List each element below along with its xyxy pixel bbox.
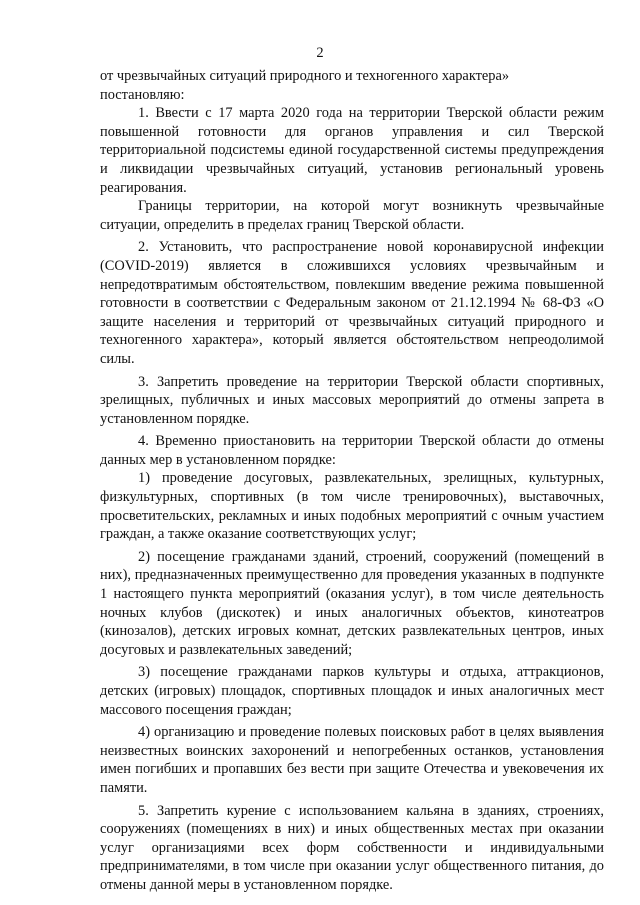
decree-word: постановляю: (100, 86, 185, 103)
paragraph-5: 5. Запретить курение с использованием кальяна в зданиях, строениях, сооружениях (помещениях в них) и иных общественных местах при оказании услуг организациями всех форм собственности и индивидуальными предпринимателями, в том числе при оказании услуг общественного питания, до отмены данной меры в установленном порядке. (100, 802, 604, 893)
paragraph-2: 2. Установить, что распространение новой коронавирусной инфекции (COVID-2019) является в сложившихся условиях чрезвычайным и непредотвратимым обстоятельством, повлекшим введение режима повышенной готовности в соответствии с Федеральным законом от 21.12.1994 № 68-ФЗ «О защите населения и территорий от чрезвычайных ситуаций природного и техногенного характера», который является обстоятельством непреодолимой силы. (100, 239, 604, 367)
intro-line: от чрезвычайных ситуаций природного и техногенного характера» (100, 68, 510, 84)
subparagraph-4-4: 4) организацию и проведение полевых поисковых работ в целях выявления неизвестных воинских захоронений и непогребенных останков, установления имен погибших и пропавших без вести при защите Отечества и увековечения их памяти. (100, 724, 604, 796)
paragraph-4: 4. Временно приостановить на территории Тверской области до отмены данных мер в установленном порядке: (100, 433, 604, 468)
subparagraph-4-3: 3) посещение гражданами парков культуры и отдыха, аттракционов, детских (игровых) площадок, спортивных площадок и иных аналогичных мест массового посещения граждан; (100, 664, 604, 718)
document-body (100, 67, 604, 899)
paragraph-3: 3. Запретить проведение на территории Тверской области спортивных, зрелищных, публичных и иных массовых мероприятий до отмены запрета в установленном порядке. (100, 373, 604, 427)
paragraph-1: 1. Ввести с 17 марта 2020 года на территории Тверской области режим повышенной готовности для органов управления и сил Тверской территориальной подсистемы единой государственной системы предупреждения и ликвидации чрезвычайных ситуаций, установив региональный уровень реагирования. (100, 105, 604, 196)
subparagraph-4-2: 2) посещение гражданами зданий, строений, сооружений (помещений в них), предназначенных преимущественно для проведения указанных в подпункте 1 настоящего пункта мероприятий (оказания услуг), в том числе деятельность ночных клубов (дискотек) и иных аналогичных объектов, кинотеатров (кинозалов), детских игровых комнат, детских развлекательных центров, иных досуговых и развлекательных заведений; (100, 548, 604, 658)
page-number: 2 (316, 45, 324, 61)
paragraph-1-borders: Границы территории, на которой могут возникнуть чрезвычайные ситуации, определить в пределах границ Тверской области. (100, 198, 604, 233)
subparagraph-4-1: 1) проведение досуговых, развлекательных, зрелищных, культурных, физкультурных, спортивных (в том числе тренировочных), выставочных, просветительских, рекламных и иных подобных мероприятий с очным участием граждан, а также оказание соответствующих услуг; (100, 470, 604, 543)
